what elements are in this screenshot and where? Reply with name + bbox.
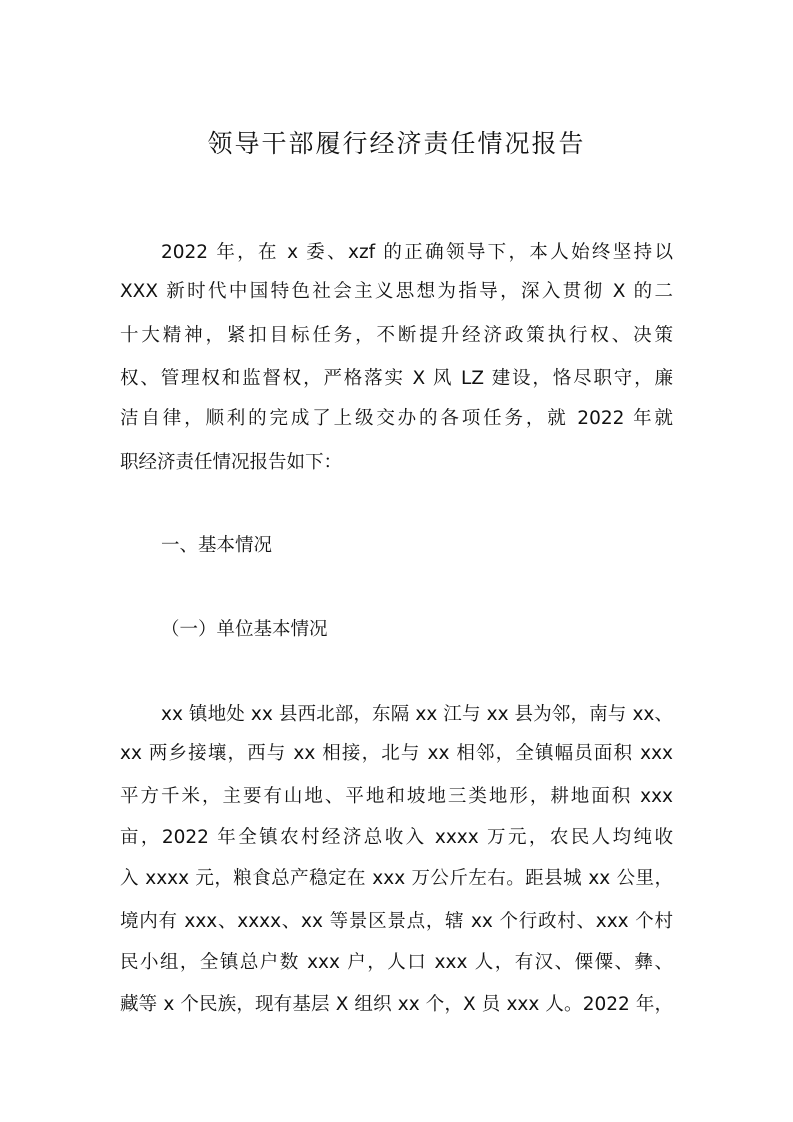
- intro-line: 洁自律，顺利的完成了上级交办的各项任务，就 2022 年就: [120, 408, 673, 429]
- section-heading: 一、基本情况: [161, 535, 273, 556]
- unit-info-line: 境内有 xxx、xxxx、xx 等景区景点，辖 xx 个行政村、xxx 个村: [120, 911, 673, 932]
- unit-info-line: xx 镇地处 xx 县西北部，东隔 xx 江与 xx 县为邻，南与 xx、: [161, 704, 673, 725]
- intro-line: 权、管理权和监督权，严格落实 X 风 LZ 建设，恪尽职守，廉: [120, 368, 673, 389]
- unit-info-line: xx 两乡接壤，西与 xx 相接，北与 xx 相邻，全镇幅员面积 xxx: [120, 743, 673, 764]
- intro-line: XXX 新时代中国特色社会主义思想为指导，深入贯彻 X 的二: [120, 281, 673, 302]
- subsection-heading: （一）单位基本情况: [161, 619, 328, 640]
- unit-info-line: 亩，2022 年全镇农村经济总收入 xxxx 万元，农民人均纯收: [120, 827, 673, 848]
- intro-line: 2022 年，在 x 委、xzf 的正确领导下，本人始终坚持以: [161, 242, 673, 263]
- unit-info-line: 入 xxxx 元，粮食总产稳定在 xxx 万公斤左右。距县城 xx 公里，: [120, 868, 673, 889]
- unit-info-line: 平方千米，主要有山地、平地和坡地三类地形，耕地面积 xxx: [120, 786, 673, 807]
- unit-info-line: 民小组，全镇总户数 xxx 户，人口 xxx 人，有汉、傈僳、彝、: [120, 952, 673, 973]
- intro-line: 十大精神，紧扣目标任务，不断提升经济政策执行权、决策: [120, 325, 673, 346]
- unit-info-line: 藏等 x 个民族，现有基层 X 组织 xx 个，X 员 xxx 人。2022 年，: [120, 994, 673, 1015]
- document-title: 领导干部履行经济责任情况报告: [207, 129, 586, 158]
- intro-line: 职经济责任情况报告如下：: [120, 452, 343, 473]
